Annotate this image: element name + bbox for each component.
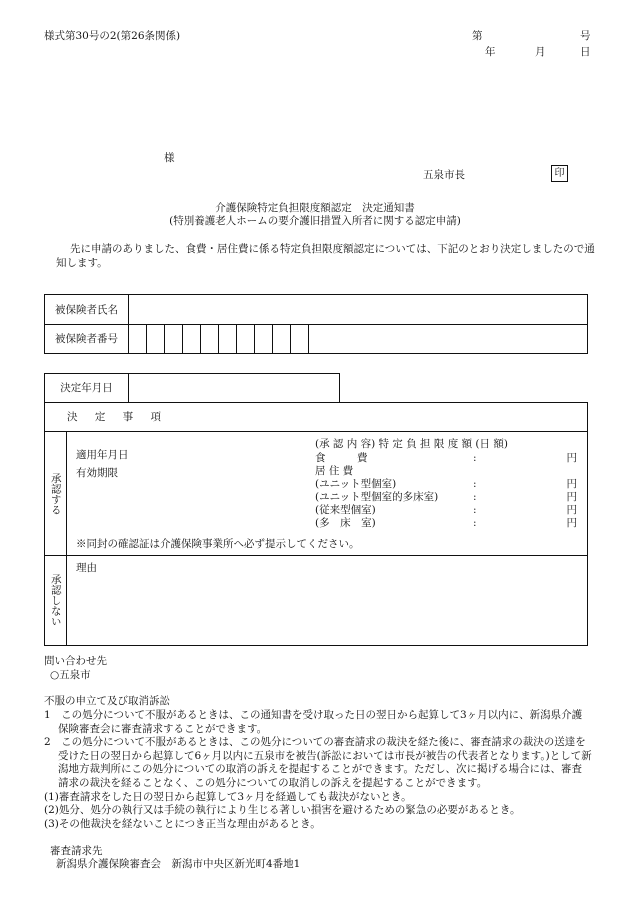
digit-cell[interactable] [255,324,273,354]
amount-header: (承 認 内 容) 特 定 負 担 限 度 額 (日 額) [315,438,508,450]
number-prefix: 第 [472,30,483,42]
approve-label-cell [45,432,67,555]
digit-cell[interactable] [129,324,147,354]
insured-number-label: 被保険者番号 [45,324,129,354]
number-suffix: 号 [580,30,591,42]
amount-yen: 円 [566,504,577,516]
appeal-sub-3: (3)その他裁決を経ないことにつき正当な理由があるとき。 [44,818,321,831]
deny-section [45,556,587,645]
digit-cell[interactable] [201,324,219,354]
amount-yen: 円 [566,478,577,490]
appeal-title: 不服の申立て及び取消訴訟 [44,695,170,708]
appeal-destination: 新潟県介護保険審査会 新潟市中央区新光町4番地1 [56,858,301,871]
digit-cell[interactable] [291,324,309,354]
digit-cell[interactable] [273,324,291,354]
footer-notes [44,655,592,872]
date-day: 日 [580,46,591,58]
apply-date-label: 適用年月日 [76,449,129,461]
addressee-suffix: 様 [164,152,175,164]
amount-yen: 円 [566,517,577,529]
digit-cell[interactable] [219,324,237,354]
amount-colon: : [473,517,477,529]
insured-name-row [45,295,587,325]
amount-label: 食 費 [315,452,368,464]
approve-label: 承認する [49,472,62,515]
insured-name-label: 被保険者氏名 [45,295,129,325]
contact-value: ○五泉市 [50,668,91,681]
insured-number-row [45,324,587,354]
decision-table [44,402,588,646]
appeal-item-2: 2 この処分について不服があるときは、この処分についての審査請求の裁決を経た後に、審査請求の裁決の送達を受けた日の翌日から起算して6ヶ月以内に五泉市を被告(訴訟においては市長が被告の代表者となります。)として新潟地方裁判所にこの処分についての取消の訴えを提起することができます。ただし、次に掲げる場合には、審査請求の裁決を経ることなく、この処分についての取消しの訴えを提起することができます。 [44,736,592,790]
appeal-sub-1: (1)審査請求をした日の翌日から起算して3ヶ月を経過しても裁決がないとき。 [44,790,412,803]
date-month: 月 [535,46,546,58]
decision-items-header: 決 定 事 項 [45,403,587,432]
approve-section [45,432,587,556]
decision-date-row [44,373,340,403]
contact-label: 問い合わせ先 [44,655,107,667]
insured-table [44,294,588,354]
appeal-destination-label: 審査請求先 [50,844,103,857]
issuer: 五泉市長 [423,169,465,181]
amount-colon: : [473,504,477,516]
amount-colon: : [473,478,477,490]
amount-yen: 円 [566,491,577,503]
amount-colon: : [473,491,477,503]
deny-label-cell [45,556,67,645]
amount-label: (ユニット型個室) [315,478,397,490]
seal-stamp: 印 [551,165,568,182]
amount-label: (従来型個室) [315,504,376,516]
intro-paragraph: 先に申請のありました、食費・居住費に係る特定負担限度額認定については、下記のとおり決定しましたので通知します。 [56,243,595,270]
document-subtitle: (特別養護老人ホームの要介護旧措置入所者に関する認定申請) [169,215,461,227]
appeal-item-1: 1 この処分について不服があるときは、この通知書を受け取った日の翌日から起算して3ヶ月以内に、新潟県介護保険審査会に審査請求することができます。 [44,708,583,735]
date-year: 年 [485,46,496,58]
amount-label: 居 住 費 [315,465,354,477]
valid-until-label: 有効期限 [76,467,118,479]
digit-cell[interactable] [183,324,201,354]
certificate-note: ※同封の確認証は介護保険事業所へ必ず提示してください。 [76,538,360,550]
form-number: 様式第30号の2(第26条関係) [44,30,181,42]
digit-cell[interactable] [237,324,255,354]
appeal-sub-2: (2)処分、処分の執行又は手続の執行により生じる著しい損害を避けるための緊急の必要があるとき。 [44,804,521,817]
digit-cell[interactable] [165,324,183,354]
reason-label: 理由 [76,562,97,574]
decision-date-label: 決定年月日 [45,374,129,402]
amount-colon: : [473,452,477,464]
digit-cell[interactable] [147,324,165,354]
deny-label: 承認しない [49,574,62,627]
amount-label: (ユニット型個室的多床室) [315,491,439,503]
amount-label: (多 床 室) [315,517,376,529]
amount-yen: 円 [566,452,577,464]
document-title: 介護保険特定負担限度額認定 決定通知書 [215,202,415,214]
